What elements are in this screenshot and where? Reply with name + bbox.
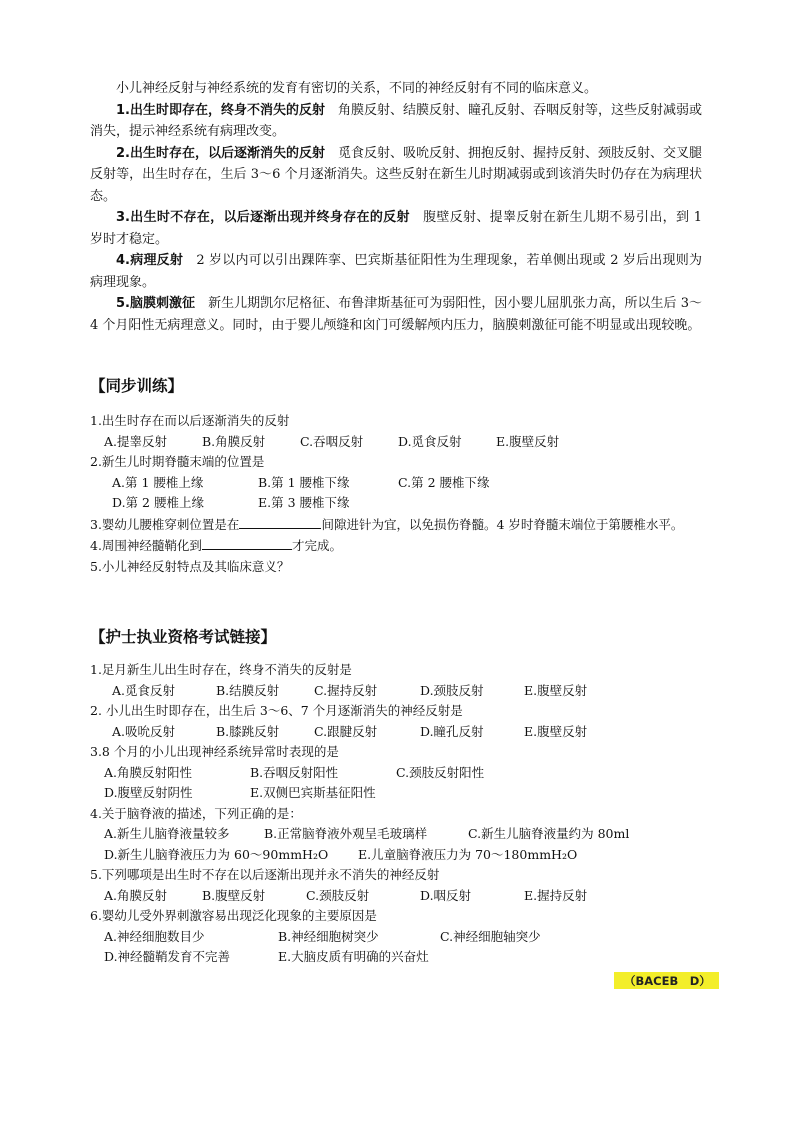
option: E.腹壁反射: [496, 433, 560, 449]
question-fill-blank: 3.婴幼儿腰椎穿刺位置是在 间隙进针为宜，以免损伤脊髓。4 岁时脊髓末端位于第腰椎水平。: [90, 514, 710, 536]
sync-questions: [90, 411, 710, 577]
answer-blank[interactable]: [239, 514, 321, 529]
option: B.正常脑脊液外观呈毛玻璃样: [264, 826, 428, 841]
option: D.神经髓鞘发育不完善: [104, 949, 231, 964]
option: A.神经细胞数目少: [104, 928, 205, 944]
option: D.瞳孔反射: [420, 723, 484, 739]
intro-section: [90, 78, 702, 336]
option: C.颈肢反射: [306, 887, 370, 903]
options-row: [90, 722, 710, 743]
option: E.大脑皮质有明确的兴奋灶: [278, 949, 429, 964]
options-row: [90, 432, 710, 453]
reflex-item-title: 4.病理反射: [116, 253, 184, 268]
option: C.吞咽反射: [300, 433, 364, 449]
option: C.第 2 腰椎下缘: [398, 474, 490, 490]
question-stem: 5.小儿神经反射特点及其临床意义？: [90, 558, 290, 574]
option: A.角膜反射阳性: [104, 764, 193, 780]
options-row: [90, 824, 710, 845]
answer-blank[interactable]: [202, 535, 292, 550]
option: C.神经细胞轴突少: [440, 928, 541, 944]
option: D.新生儿脑脊液压力为 60～90mmH₂O: [104, 846, 329, 862]
sync-training-title: 【同步训练】: [90, 377, 184, 395]
question-stem: 5.下列哪项是出生时不存在以后逐渐出现并永不消失的神经反射: [90, 867, 440, 882]
option: A.新生儿脑脊液量较多: [104, 826, 230, 841]
option: D.颈肢反射: [420, 682, 484, 698]
option: E.儿童脑脊液压力为 70～180mmH₂O: [358, 846, 578, 862]
option: A.第 1 腰椎上缘: [112, 474, 204, 490]
exam-link-title: 【护士执业资格考试链接】: [90, 628, 277, 646]
answer-key-badge: （BACEB D）: [614, 972, 719, 989]
options-row: [90, 947, 710, 968]
option: E.腹壁反射: [524, 723, 588, 739]
question-stem: 2.新生儿时期脊髓末端的位置是: [90, 454, 265, 469]
question-stem: 1.足月新生儿出生时存在，终身不消失的反射是: [90, 662, 352, 677]
option: B.神经细胞树突少: [278, 928, 379, 944]
option: C.跟腱反射: [314, 723, 378, 739]
exam-questions: [90, 660, 710, 968]
reflex-item-title: 5.脑膜刺激征: [116, 296, 196, 311]
reflex-item-2: 2.出生时存在，以后逐渐消失的反射 觅食反射、吸吮反射、拥抱反射、握持反射、颈肢反射、交叉腿反射等，出生时存在，生后 3～6 个月逐渐消失。这些反射在新生儿时期减弱或到该消失时仍存在为病理状态。: [90, 145, 703, 204]
option: B.腹壁反射: [202, 887, 266, 903]
options-row: [90, 763, 710, 784]
option: C.颈肢反射阳性: [396, 764, 485, 780]
option: A.角膜反射: [104, 887, 168, 903]
options-row: [90, 473, 710, 494]
option: E.握持反射: [524, 887, 588, 903]
question-fill-blank: 4.周围神经髓鞘化到 才完成。: [90, 535, 710, 557]
option: E.第 3 腰椎下缘: [258, 495, 350, 510]
options-row: [90, 845, 710, 866]
option: A.吸吮反射: [112, 723, 176, 739]
option: B.角膜反射: [202, 433, 266, 449]
option: D.腹壁反射阴性: [104, 785, 193, 800]
options-row: [90, 493, 710, 514]
option: C.新生儿脑脊液量约为 80ml: [468, 826, 630, 841]
reflex-item-title: 3.出生时不存在，以后逐渐出现并终身存在的反射: [116, 210, 410, 225]
intro-paragraph: 小儿神经反射与神经系统的发育有密切的关系，不同的神经反射有不同的临床意义。: [116, 81, 598, 96]
reflex-item-title: 2.出生时存在，以后逐渐消失的反射: [116, 145, 325, 161]
question-stem: 4.关于脑脊液的描述，下列正确的是：: [90, 805, 302, 821]
option: D.觅食反射: [398, 433, 462, 449]
reflex-item-4: 4.病理反射 2 岁以内可以引出踝阵挛、巴宾斯基征阳性为生理现象，若单侧出现或 2 岁后出现则为病理现象。: [90, 253, 702, 290]
reflex-item-3: 3.出生时不存在，以后逐渐出现并终身存在的反射 腹壁反射、提睾反射在新生儿期不易引出，到 1 岁时才稳定。: [90, 210, 702, 247]
option: B.第 1 腰椎下缘: [258, 474, 350, 490]
option: B.结膜反射: [216, 682, 280, 698]
options-row: [90, 927, 710, 948]
options-row: [90, 681, 710, 702]
reflex-item-title: 1.出生时即存在，终身不消失的反射: [116, 102, 325, 118]
option: D.咽反射: [420, 887, 472, 903]
option: D.第 2 腰椎上缘: [112, 495, 204, 510]
question-stem: 1.出生时存在而以后逐渐消失的反射: [90, 413, 290, 428]
option: C.握持反射: [314, 682, 378, 698]
options-row: [90, 886, 710, 907]
option: E.腹壁反射: [524, 682, 588, 698]
question-stem: 3.8 个月的小儿出现神经系统异常时表现的是: [90, 744, 339, 759]
question-stem: 2. 小儿出生时即存在，出生后 3～6、7 个月逐渐消失的神经反射是: [90, 703, 463, 718]
option: A.提睾反射: [104, 433, 168, 449]
reflex-item-5: 5.脑膜刺激征 新生儿期凯尔尼格征、布鲁津斯基征可为弱阳性，因小婴儿屈肌张力高，所以生后 3～4 个月阳性无病理意义。同时，由于婴儿颅缝和囟门可缓解颅内压力，脑膜刺激征可能不明显或出现较晚。: [90, 296, 702, 333]
question-stem: 6.婴幼儿受外界刺激容易出现泛化现象的主要原因是: [90, 908, 377, 923]
reflex-item-1: 1.出生时即存在，终身不消失的反射 角膜反射、结膜反射、瞳孔反射、吞咽反射等，这些反射减弱或消失，提示神经系统有病理改变。: [90, 102, 703, 139]
options-row: [90, 783, 710, 804]
option: E.双侧巴宾斯基征阳性: [250, 785, 376, 800]
option: B.膝跳反射: [216, 723, 280, 739]
option: A.觅食反射: [112, 682, 176, 698]
option: B.吞咽反射阳性: [250, 764, 339, 780]
